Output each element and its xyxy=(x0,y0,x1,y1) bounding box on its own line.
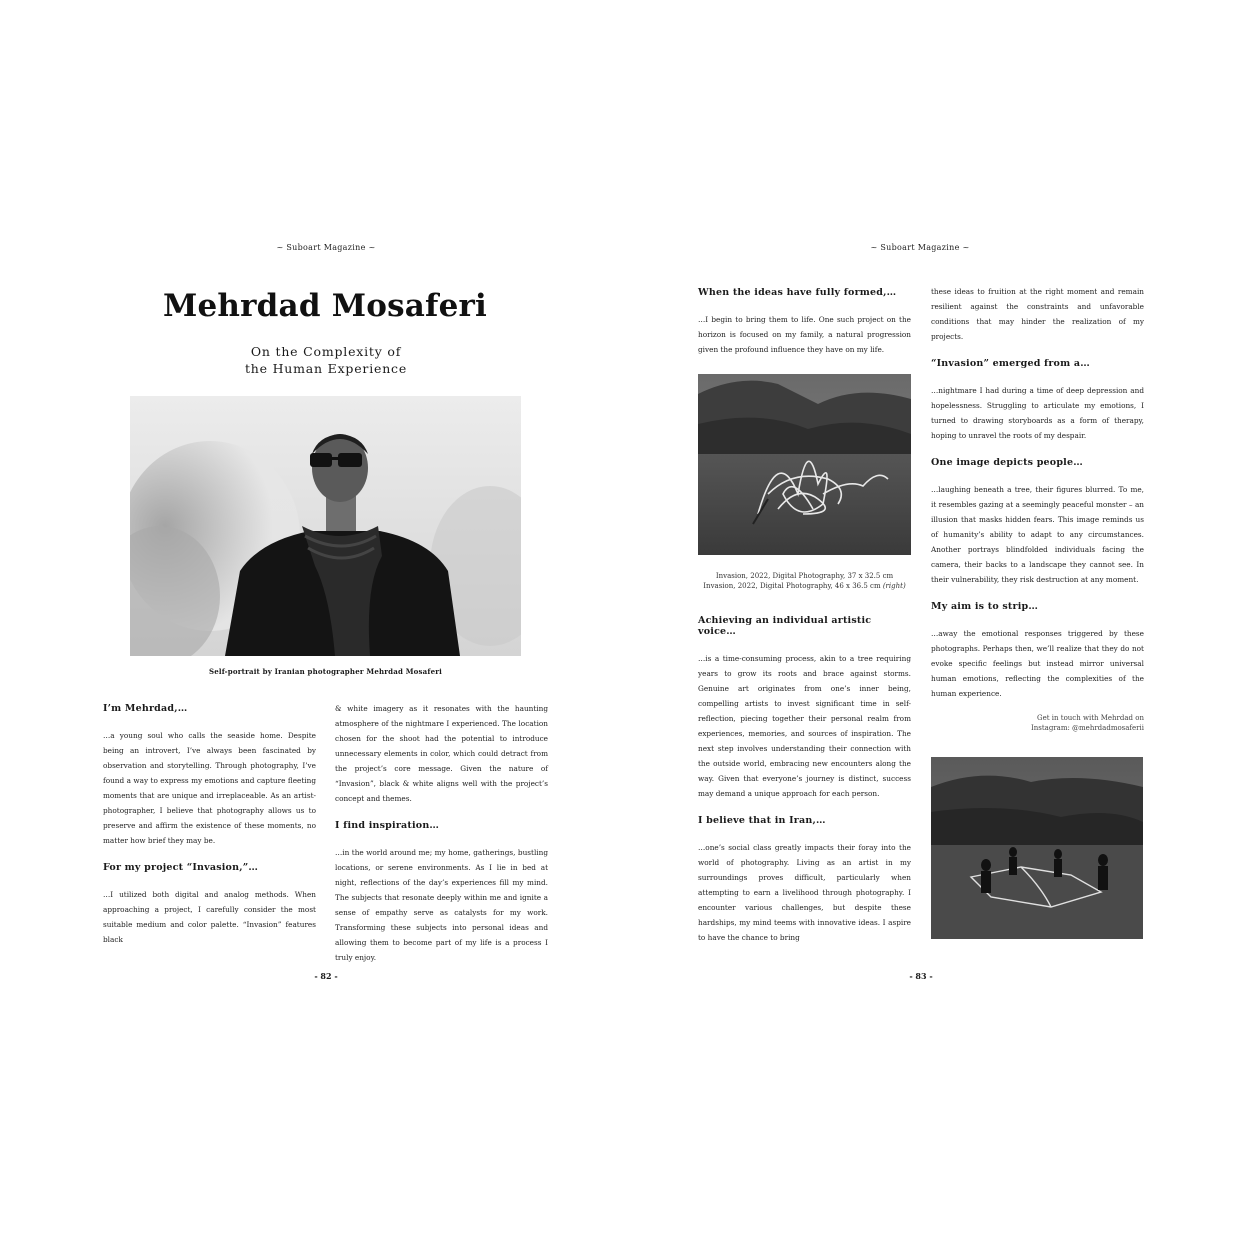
contact-info xyxy=(931,713,1144,733)
magazine-header: ~ Suboart Magazine ~ xyxy=(276,243,376,252)
photo-caption: Self-portrait by Iranian photographer Mehrdad Mosaferi xyxy=(208,667,443,676)
rope-landscape-photo xyxy=(698,374,911,555)
instagram-handle: Instagram: @mehrdadmosaferii xyxy=(1030,724,1144,732)
caption-position: (right) xyxy=(882,582,906,590)
running-figures-photo-image xyxy=(931,757,1143,939)
left-page xyxy=(0,0,623,1247)
photo-caption xyxy=(698,571,911,591)
paragraph: these ideas to fruition at the right moment and remain resilient against the constraints and unfavorable conditions that may hinder the realization of my projects. xyxy=(931,287,1144,341)
section-heading: I find inspiration… xyxy=(335,820,440,831)
paragraph: …is a time-consuming process, akin to a tree requiring years to grow its roots and brace against storms. Genuine art originates from one’s inner being, compelling artists to invest significant time in self-reflection, piecing together their personal realm from experiences, memories, and sources of inspiration. The next step involves understanding their connection with the outside world, embracing new encounters along the way. Given that everyone’s journey is distinct, success may demand a unique approach for each person. xyxy=(698,654,911,798)
right-page xyxy=(624,0,1247,1247)
article-title: Mehrdad Mosaferi xyxy=(162,288,488,324)
contact-line: Get in touch with Mehrdad on xyxy=(1037,714,1144,722)
rope-landscape-photo-image xyxy=(698,374,911,555)
section-heading: One image depicts people… xyxy=(931,457,1083,468)
section-heading: I believe that in Iran,… xyxy=(698,815,826,826)
caption-text: Invasion, 2022, Digital Photography, 46 x 36.5 cm xyxy=(703,582,881,590)
right-column-1 xyxy=(698,287,911,954)
caption-line xyxy=(698,581,911,591)
paragraph: …I begin to bring them to life. One such project on the horizon is focused on my family, a natural progression given the profound influence they have on my life. xyxy=(698,315,911,354)
section-heading: My aim is to strip… xyxy=(931,601,1039,612)
left-column-2 xyxy=(335,701,548,974)
section-heading: Achieving an individual artistic voice… xyxy=(698,615,872,637)
page-number: - 83 - xyxy=(909,971,933,981)
caption-line: Invasion, 2022, Digital Photography, 37 x 32.5 cm xyxy=(715,572,894,580)
section-heading: I’m Mehrdad,… xyxy=(103,703,188,714)
magazine-header: ~ Suboart Magazine ~ xyxy=(870,243,970,252)
paragraph: & white imagery as it resonates with the haunting atmosphere of the nightmare I experienced. The location chosen for the shoot had the potential to introduce unnecessary elements in color, which could detract from the project’s core message. Given the nature of “Invasion”, black & white aligns well with the project’s concept and themes. xyxy=(335,704,548,803)
article-subtitle xyxy=(176,343,476,377)
paragraph: …in the world around me; my home, gatherings, bustling locations, or serene environments. As I lie in bed at night, reflections of the day’s experiences fill my mind. The subjects that resonate deeply within me and ignite a sense of empathy serve as catalysts for my work. Transforming these subjects into personal ideas and allowing them to become part of my life is a process I truly enjoy. xyxy=(335,848,548,962)
paragraph: …I utilized both digital and analog methods. When approaching a project, I carefully consider the most suitable medium and color palette. “Invasion” features black xyxy=(103,890,316,944)
section-heading: For my project “Invasion,”… xyxy=(103,862,259,873)
portrait-photo-image xyxy=(130,396,521,656)
paragraph: …a young soul who calls the seaside home. Despite being an introvert, I’ve always been fascinated by observation and storytelling. Through photography, I’ve found a way to express my emotions and capture fleeting moments that are unique and irreplaceable. As an artist-photographer, I believe that photography allows us to preserve and affirm the existence of these moments, no matter how brief they may be. xyxy=(103,731,316,845)
paragraph: …nightmare I had during a time of deep depression and hopelessness. Struggling to articulate my emotions, I turned to drawing storyboards as a form of therapy, hoping to unravel the roots of my despair. xyxy=(931,386,1144,440)
section-heading: “Invasion” emerged from a… xyxy=(931,358,1090,369)
paragraph: …away the emotional responses triggered by these photographs. Perhaps then, we’ll realize that they do not evoke specific feelings but instead mirror universal human emotions, reflecting the complexities of the human experience. xyxy=(931,629,1144,698)
paragraph: …one’s social class greatly impacts their foray into the world of photography. Living as an artist in my surroundings proves difficult, particularly when attempting to earn a livelihood through photography. I encounter various challenges, but despite these hardships, my mind teems with innovative ideas. I aspire to have the chance to bring xyxy=(698,843,911,942)
right-column-2 xyxy=(931,284,1144,733)
page-number: - 82 - xyxy=(314,971,338,981)
section-heading: When the ideas have fully formed,… xyxy=(698,287,897,298)
left-column-1 xyxy=(103,703,316,956)
portrait-photo xyxy=(130,396,521,656)
subtitle-line: On the Complexity of xyxy=(250,344,402,359)
paragraph: …laughing beneath a tree, their figures blurred. To me, it resembles gazing at a seemingly peaceful monster – an illusion that masks hidden fears. This image reminds us of humanity’s ability to adapt to any circumstances. Another portrays blindfolded individuals facing the camera, their backs to a landscape they cannot see. In their vulnerability, they risk destruction at any moment. xyxy=(931,485,1144,584)
running-figures-photo xyxy=(931,757,1143,939)
subtitle-line: the Human Experience xyxy=(244,361,408,376)
